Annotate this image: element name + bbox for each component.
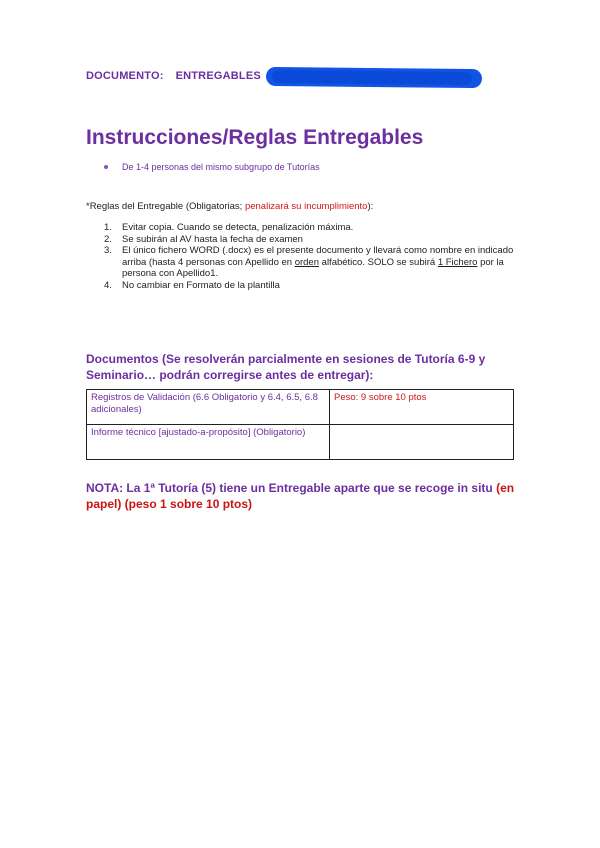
rule-number: 2. — [104, 233, 112, 245]
table-cell-weight — [330, 425, 514, 460]
rule-number: 4. — [104, 279, 112, 291]
page-title: Instrucciones/Reglas Entregables — [86, 126, 424, 149]
rules-intro-prefix: *Reglas del Entregable (Obligatorias; — [86, 201, 245, 212]
rules-intro-highlight: penalizará su incumplimiento — [244, 201, 368, 212]
note — [86, 481, 526, 512]
rule-text: Se subirán al AV hasta la fecha de examen — [122, 233, 303, 245]
bullet-text: De 1-4 personas del mismo subgrupo de Tutorías — [122, 162, 320, 172]
note-highlight: (en papel) (peso 1 sobre 10 ptos) — [86, 481, 515, 511]
rule-text-part3: por la persona con Apellido1. — [122, 256, 504, 280]
header-value: ENTREGABLES — [175, 70, 261, 82]
bullet-icon — [104, 165, 108, 169]
rule-number: 1. — [104, 222, 112, 233]
rules-list — [104, 222, 524, 292]
rule-text: Evitar copia. Cuando se detecta, penalización máxima. — [122, 222, 354, 233]
rule-text-part2: alfabético. SOLO se subirá — [319, 256, 438, 268]
redaction-mark — [266, 67, 482, 88]
bullet-list — [104, 160, 320, 174]
rule-underline-orden: orden — [294, 256, 320, 268]
rule-item — [104, 245, 524, 280]
deliverables-table — [86, 389, 514, 460]
rules-intro — [86, 201, 373, 212]
rules-intro-suffix: ): — [367, 201, 374, 212]
rule-item — [104, 280, 524, 292]
document-header — [86, 70, 261, 82]
rule-item — [104, 222, 524, 234]
table-cell-name: Informe técnico [ajustado-a-propósito] (Obligatorio) — [87, 425, 330, 460]
table-cell-weight: Peso: 9 sobre 10 ptos — [330, 390, 514, 425]
rule-text: No cambiar en Formato de la plantilla — [122, 279, 280, 291]
header-label: DOCUMENTO: — [86, 70, 164, 82]
table-cell-name: Registros de Validación (6.6 Obligatorio y 6.4, 6.5, 6.8 adicionales) — [87, 390, 330, 425]
note-text: NOTA: La 1ª Tutoría (5) tiene un Entregable aparte que se recoge in situ — [86, 481, 497, 495]
rule-item — [104, 234, 524, 246]
rule-text-part1: El único fichero WORD (.docx) es el presente documento y llevará como nombre en indicado arriba (hasta 4 personas con Apellido en — [122, 245, 514, 268]
rule-number: 3. — [104, 245, 112, 257]
table-row — [87, 390, 514, 425]
documents-title: Documentos (Se resolverán parcialmente en sesiones de Tutoría 6-9 y Seminario… podrán corregirse antes de entregar): — [86, 352, 486, 382]
list-item — [104, 160, 320, 174]
table-row — [87, 425, 514, 460]
rule-underline-fichero: 1 Fichero — [437, 256, 478, 268]
